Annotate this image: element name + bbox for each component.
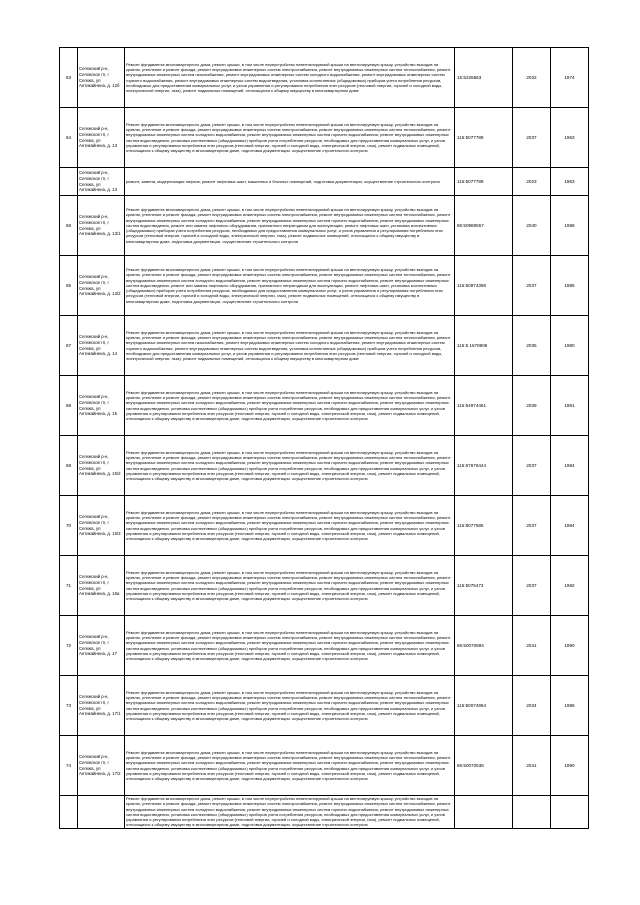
row-number: 73 (60, 676, 78, 736)
build-year: 1986 (551, 676, 589, 736)
address-line: Сегежа, ул (79, 77, 101, 83)
work-description: Ремонт фундамента многоквартирного дома, ремонт крыши, в том числе переустройство невентилируемой крыши на вентилируемую крышу, устройство выходов на кровлю, утепление и ремонт фасада, ремонт внутридомовых инженерных систем электроснабжения, ремонт внутридомовых инженерных систем теплоснабжения, ремонт внутридомовых инженерных систем холодного водоснабжения, ремонт внутридомовых инженерных систем горячего водоснабжения, ремонт внутридомовых инженерных систем водоотведения, ремонт или замена лифтового оборудования, признанного непригодным для эксплуатации, ремонт лифтовых шахт, установка коллективных (общедомовых) приборов учета потребления ресурсов, необходимых для предоставления коммунальных услуг, и узлов управления и регулирования потребления этих ресурсов (тепловой энергии, горячей и холодной воды, электрической энергии, газа), ремонт подвальных помещений, относящихся к общему имуществу в многоквартирном доме, подготовка документации, осуществление строительного контроля (125, 256, 455, 316)
work-description: Ремонт фундамента многоквартирного дома, ремонт крыши, в том числе переустройство невентилируемой крыши на вентилируемую крышу, устройство выходов на кровлю, утепление и ремонт фасада, ремонт внутридомовых инженерных систем электроснабжения, ремонт внутридомовых инженерных систем теплоснабжения, ремонт внутридомовых инженерных систем холодного водоснабжения, ремонт внутридомовых инженерных систем горячего водоснабжения, ремонт внутридомовых инженерных систем водоотведения, установка коллективных (общедомовых) приборов учета потребления ресурсов, необходимых для предоставления коммунальных услуг, и узлов управления и регулирования потребления этих ресурсов (тепловой энергии, горячей и холодной воды, электрической энергии, газа), ремонт подвальных помещений, относящихся к общему имуществу в многоквартирном доме, подготовка документации, осуществление строительного контроля (125, 376, 455, 436)
table-row (60, 616, 589, 676)
address-line: Сегежский р-н, (79, 574, 109, 580)
address-line: Сегежский р-н, (79, 394, 109, 400)
address-line: Сегежа, ул (79, 285, 101, 291)
address-line: Сегежский р-н, (79, 126, 109, 132)
planned-year: 2037 (513, 496, 551, 556)
address-cell (78, 796, 125, 829)
address-line: Антикайнена, д. 15 (79, 411, 117, 417)
address-line: Сегежа, ул (79, 405, 101, 411)
address-line: Сегежский р-н, (79, 66, 109, 72)
planned-year: 2040 (513, 196, 551, 256)
cadastral-code: 115:8077595 (455, 496, 513, 556)
address-cell (78, 196, 125, 256)
address-line: Сегежское гп, г (79, 579, 110, 585)
address-line: Антикайнена, д. 12б (79, 83, 120, 89)
table-row (60, 48, 589, 108)
work-description: Ремонт фундамента многоквартирного дома, ремонт крыши, в том числе переустройство невентилируемой крыши на вентилируемую крышу, устройство выходов на кровлю, утепление и ремонт фасада, ремонт внутридомовых инженерных систем электроснабжения, ремонт внутридомовых инженерных систем теплоснабжения, ремонт внутридомовых инженерных систем холодного водоснабжения, ремонт внутридомовых инженерных систем горячего водоснабжения, ремонт внутридомовых инженерных систем водоотведения, ремонт или замена лифтового оборудования, признанного непригодным для эксплуатации, ремонт лифтовых шахт, установка коллективных (общедомовых) приборов учета потребления ресурсов, необходимых для предоставления коммунальных услуг, и узлов управления и регулирования потребления этих ресурсов (тепловой энергии, горячей и холодной воды, электрической энергии, газа), ремонт подвальных помещений, относящихся к общему имуществу в многоквартирном доме, подготовка документации, осуществление строительного контроля (125, 196, 455, 256)
planned-year (513, 796, 551, 829)
work-description: Ремонт фундамента многоквартирного дома, ремонт крыши, в том числе переустройство невентилируемой крыши на вентилируемую крышу, устройство выходов на кровлю, утепление и ремонт фасада, ремонт внутридомовых инженерных систем электроснабжения, ремонт внутридомовых инженерных систем теплоснабжения, ремонт внутридомовых инженерных систем газоснабжения, ремонт внутридомовых инженерных систем холодного водоснабжения, ремонт внутридомовых инженерных систем горячего водоснабжения, ремонт внутридомовых инженерных систем водоотведения, установка коллективных (общедомовых) приборов учета потребления ресурсов, необходимых для предоставления коммунальных услуг, и узлов управления и регулирования потребления этих ресурсов (тепловой энергии, горячей и холодной воды, электрической энергии, газа), ремонт подвальных помещений, относящихся к общему имуществу в многоквартирном доме (125, 316, 455, 376)
cadastral-code: 86:50070894 (455, 616, 513, 676)
address-line: Сегежа, ул (79, 465, 101, 471)
row-number: 63 (60, 48, 78, 108)
address-cell (78, 496, 125, 556)
address-line: Антикайнена, д. 13 (79, 187, 117, 193)
work-description: Ремонт фундамента многоквартирного дома, ремонт крыши, в том числе переустройство невентилируемой крыши на вентилируемую крышу, устройство выходов на кровлю, утепление и ремонт фасада, ремонт внутридомовых инженерных систем электроснабжения, ремонт внутридомовых инженерных систем теплоснабжения, ремонт внутридомовых инженерных систем холодного водоснабжения, ремонт внутридомовых инженерных систем горячего водоснабжения, ремонт внутридомовых инженерных систем водоотведения, установка коллективных (общедомовых) приборов учета потребления ресурсов, необходимых для предоставления коммунальных услуг, и узлов управления и регулирования потребления этих ресурсов (тепловой энергии, горячей и холодной воды, электрической энергии, газа), ремонт подвальных помещений, относящихся к общему имуществу в многоквартирном доме, подготовка документации, осуществление строительного контроля (125, 736, 455, 796)
capital-repair-table (59, 47, 589, 829)
planned-year: 2023 (513, 168, 551, 196)
cadastral-code: 115:50974396 (455, 256, 513, 316)
build-year: 1985 (551, 256, 589, 316)
address-cell (78, 376, 125, 436)
address-line: Сегежа, ул (79, 137, 101, 143)
address-cell (78, 48, 125, 108)
table-row (60, 316, 589, 376)
address-line: Сегежский р-н, (79, 454, 109, 460)
address-cell (78, 108, 125, 168)
table-row (60, 736, 589, 796)
table-row (60, 556, 589, 616)
address-line: Антикайнена, д. 13/2 (79, 291, 121, 297)
planned-year: 2037 (513, 556, 551, 616)
build-year: 1988 (551, 196, 589, 256)
address-line: Сегежа, ул (79, 645, 101, 651)
row-number: 66 (60, 196, 78, 256)
build-year: 1984 (551, 496, 589, 556)
build-year: 1990 (551, 616, 589, 676)
address-line: Антикайнена, д. 13 (79, 143, 117, 149)
table-row (60, 256, 589, 316)
row-number: 69 (60, 436, 78, 496)
cadastral-code: 86:50070536 (455, 736, 513, 796)
address-line: Сегежское гп, г (79, 131, 110, 137)
row-number: 67 (60, 316, 78, 376)
cadastral-code: 115:50074994 (455, 676, 513, 736)
planned-year: 2034 (513, 676, 551, 736)
build-year: 1974 (551, 48, 589, 108)
address-cell (78, 316, 125, 376)
build-year: 1980 (551, 316, 589, 376)
address-line: Сегежский р-н, (79, 170, 109, 176)
table-row (60, 796, 589, 829)
table-body (60, 48, 589, 829)
cadastral-code: 15:5226863 (455, 48, 513, 108)
address-line: Антикайнена, д. 17/1 (79, 711, 121, 717)
row-number: 65 (60, 256, 78, 316)
planned-year: 2032 (513, 48, 551, 108)
address-line: Сегежа, ул (79, 585, 101, 591)
cadastral-code: 86:50989557 (455, 196, 513, 256)
address-line: Сегежский р-н, (79, 274, 109, 280)
table-row (60, 376, 589, 436)
address-line: Сегежское гп, г (79, 175, 110, 181)
build-year: 1963 (551, 108, 589, 168)
address-line: Сегежа, ул (79, 765, 101, 771)
address-line: Сегежское гп, г (79, 71, 110, 77)
address-line: Антикайнена, д. 15а (79, 591, 120, 597)
planned-year: 2041 (513, 616, 551, 676)
document-page (59, 47, 577, 829)
address-line: Сегежа, ул (79, 181, 101, 187)
row-number: 70 (60, 496, 78, 556)
planned-year: 2041 (513, 736, 551, 796)
address-line: Сегежское гп, г (79, 219, 110, 225)
table-row (60, 108, 589, 168)
address-line: Сегежское гп, г (79, 399, 110, 405)
address-line: Антикайнена, д. 13/1 (79, 231, 121, 237)
address-cell (78, 676, 125, 736)
planned-year: 2037 (513, 436, 551, 496)
address-line: Сегежа, ул (79, 705, 101, 711)
work-description: ремонт, замена, модернизация лифтов, ремонт лифтовых шахт, машинных и блочных помещений, подготовка документации, осуществление строительного контроля (125, 168, 455, 196)
build-year: 1990 (551, 736, 589, 796)
work-description: Ремонт фундамента многоквартирного дома, ремонт крыши, в том числе переустройство невентилируемой крыши на вентилируемую крышу, устройство выходов на кровлю, утепление и ремонт фасада, ремонт внутридомовых инженерных систем электроснабжения, ремонт внутридомовых инженерных систем теплоснабжения, ремонт внутридомовых инженерных систем холодного водоснабжения, ремонт внутридомовых инженерных систем горячего водоснабжения, ремонт внутридомовых инженерных систем водоотведения, установка коллективных (общедомовых) приборов учета потребления ресурсов, необходимых для предоставления коммунальных услуг, и узлов управления и регулирования потребления этих ресурсов (тепловой энергии, горячей и холодной воды, электрической энергии, газа), ремонт подвальных помещений, относящихся к общему имуществу в многоквартирном доме, подготовка документации, осуществление строительного контроля (125, 496, 455, 556)
address-line: Сегежа, ул (79, 345, 101, 351)
address-line: Сегежское гп, г (79, 279, 110, 285)
work-description: Ремонт фундамента многоквартирного дома, ремонт крыши, в том числе переустройство невентилируемой крыши на вентилируемую крышу, устройство выходов на кровлю, утепление и ремонт фасада, ремонт внутридомовых инженерных систем электроснабжения, ремонт внутридомовых инженерных систем теплоснабжения, ремонт внутридомовых инженерных систем холодного водоснабжения, ремонт внутридомовых инженерных систем горячего водоснабжения, ремонт внутридомовых инженерных систем водоотведения, установка коллективных (общедомовых) приборов учета потребления ресурсов, необходимых для предоставления коммунальных услуг, и узлов управления и регулирования потребления этих ресурсов (тепловой энергии, горячей и холодной воды, электрической энергии, газа), ремонт подвальных помещений, относящихся к общему имуществу в многоквартирном доме, подготовка документации, осуществление строительного контроля (125, 556, 455, 616)
address-line: Антикайнена, д. 14 (79, 351, 117, 357)
work-description: Ремонт фундамента многоквартирного дома, ремонт крыши, в том числе переустройство невентилируемой крыши на вентилируемую крышу, устройство выходов на кровлю, утепление и ремонт фасада, ремонт внутридомовых инженерных систем электроснабжения, ремонт внутридомовых инженерных систем теплоснабжения, ремонт внутридомовых инженерных систем холодного водоснабжения, ремонт внутридомовых инженерных систем горячего водоснабжения, ремонт внутридомовых инженерных систем водоотведения, установка коллективных (общедомовых) приборов учета потребления ресурсов, необходимых для предоставления коммунальных услуг, и узлов управления и регулирования потребления этих ресурсов (тепловой энергии, горячей и холодной воды, электрической энергии, газа), ремонт подвальных помещений, относящихся к общему имуществу в многоквартирном доме, подготовка документации, осуществление строительного контроля (125, 796, 455, 829)
cadastral-code: 115:5077789 (455, 168, 513, 196)
address-line: Сегежский р-н, (79, 694, 109, 700)
address-line: Сегежское гп, г (79, 759, 110, 765)
address-line: Сегежа, ул (79, 525, 101, 531)
row-number: 72 (60, 616, 78, 676)
work-description: Ремонт фундамента многоквартирного дома, ремонт крыши, в том числе переустройство невентилируемой крыши на вентилируемую крышу, устройство выходов на кровлю, утепление и ремонт фасада, ремонт внутридомовых инженерных систем электроснабжения, ремонт внутридомовых инженерных систем теплоснабжения, ремонт внутридомовых инженерных систем холодного водоснабжения, ремонт внутридомовых инженерных систем горячего водоснабжения, ремонт внутридомовых инженерных систем водоотведения, установка коллективных (общедомовых) приборов учета потребления ресурсов, необходимых для предоставления коммунальных услуг, и узлов управления и регулирования потребления этих ресурсов (тепловой энергии, горячей и холодной воды, электрической энергии, газа), ремонт подвальных помещений, относящихся к общему имуществу в многоквартирном доме, подготовка документации, осуществление строительного контроля (125, 436, 455, 496)
row-number: 71 (60, 556, 78, 616)
address-line: Сегежа, ул (79, 225, 101, 231)
build-year: 1963 (551, 168, 589, 196)
planned-year: 2037 (513, 256, 551, 316)
table-row (60, 196, 589, 256)
address-cell (78, 556, 125, 616)
cadastral-code: 115:5077789 (455, 108, 513, 168)
row-number: 68 (60, 376, 78, 436)
build-year: 1981 (551, 376, 589, 436)
planned-year: 2037 (513, 108, 551, 168)
planned-year: 2035 (513, 316, 551, 376)
table-row (60, 676, 589, 736)
address-line: Антикайнена, д. 15/3 (79, 531, 121, 537)
work-description: Ремонт фундамента многоквартирного дома, ремонт крыши, в том числе переустройство невентилируемой крыши на вентилируемую крышу, устройство выходов на кровлю, утепление и ремонт фасада, ремонт внутридомовых инженерных систем электроснабжения, ремонт внутридомовых инженерных систем теплоснабжения, ремонт внутридомовых инженерных систем холодного водоснабжения, ремонт внутридомовых инженерных систем горячего водоснабжения, ремонт внутридомовых инженерных систем водоотведения, установка коллективных (общедомовых) приборов учета потребления ресурсов, необходимых для предоставления коммунальных услуг, и узлов управления и регулирования потребления этих ресурсов (тепловой энергии, горячей и холодной воды, электрической энергии, газа), ремонт подвальных помещений, относящихся к общему имуществу в многоквартирном доме, подготовка документации, осуществление строительного контроля (125, 616, 455, 676)
work-description: Ремонт фундамента многоквартирного дома, ремонт крыши, в том числе переустройство невентилируемой крыши на вентилируемую крышу, устройство выходов на кровлю, утепление и ремонт фасада, ремонт внутридомовых инженерных систем электроснабжения, ремонт внутридомовых инженерных систем теплоснабжения, ремонт внутридомовых инженерных систем холодного водоснабжения, ремонт внутридомовых инженерных систем горячего водоснабжения, ремонт внутридомовых инженерных систем водоотведения, установка коллективных (общедомовых) приборов учета потребления ресурсов, необходимых для предоставления коммунальных услуг, и узлов управления и регулирования потребления этих ресурсов (тепловой энергии, горячей и холодной воды, электрической энергии, газа), ремонт подвальных помещений, относящихся к общему имуществу в многоквартирном доме, подготовка документации, осуществление строительного контроля (125, 676, 455, 736)
cadastral-code: 115:5075473 (455, 556, 513, 616)
build-year: 1982 (551, 556, 589, 616)
cadastral-code: 115:67676444 (455, 436, 513, 496)
address-cell (78, 436, 125, 496)
address-line: Сегежский р-н, (79, 334, 109, 340)
address-line: Сегежское гп, г (79, 459, 110, 465)
table-row (60, 168, 589, 196)
address-line: Сегежский р-н, (79, 514, 109, 520)
table-row (60, 436, 589, 496)
build-year: 1984 (551, 436, 589, 496)
row-number (60, 796, 78, 829)
row-number: 74 (60, 736, 78, 796)
address-line: Сегежское гп, г (79, 339, 110, 345)
cadastral-code: 115:54974461 (455, 376, 513, 436)
row-number (60, 168, 78, 196)
address-line: Сегежское гп, г (79, 699, 110, 705)
address-line: Сегежское гп, г (79, 519, 110, 525)
address-line: Сегежский р-н, (79, 214, 109, 220)
cadastral-code (455, 796, 513, 829)
address-cell (78, 736, 125, 796)
address-line: Антикайнена, д. 15/2 (79, 471, 121, 477)
planned-year: 2039 (513, 376, 551, 436)
row-number: 64 (60, 108, 78, 168)
cadastral-code: 115:5 1678906 (455, 316, 513, 376)
address-line: Антикайнена, д. 17/2 (79, 771, 121, 777)
address-line: Сегежское гп, г (79, 639, 110, 645)
address-line: Сегежский р-н, (79, 634, 109, 640)
work-description: Ремонт фундамента многоквартирного дома, ремонт крыши, в том числе переустройство невентилируемой крыши на вентилируемую крышу, устройство выходов на кровлю, утепление и ремонт фасада, ремонт внутридомовых инженерных систем электроснабжения, ремонт внутридомовых инженерных систем теплоснабжения, ремонт внутридомовых инженерных систем газоснабжения, ремонт внутридомовых инженерных систем холодного водоснабжения, ремонт внутридомовых инженерных систем горячего водоснабжения, ремонт внутридомовых инженерных систем водоотведения, установка коллективных (общедомовых) приборов учета потребления ресурсов, необходимых для предоставления коммунальных услуг, и узлов управления и регулирования потребления этих ресурсов (тепловой энергии, горячей и холодной воды, электрической энергии, газа), ремонт подвальных помещений, относящихся к общему имуществу в многоквартирном доме (125, 48, 455, 108)
address-cell (78, 616, 125, 676)
address-cell (78, 168, 125, 196)
build-year (551, 796, 589, 829)
address-line: Антикайнена, д. 17 (79, 651, 117, 657)
work-description: Ремонт фундамента многоквартирного дома, ремонт крыши, в том числе переустройство невентилируемой крыши на вентилируемую крышу, устройство выходов на кровлю, утепление и ремонт фасада, ремонт внутридомовых инженерных систем электроснабжения, ремонт внутридомовых инженерных систем теплоснабжения, ремонт внутридомовых инженерных систем холодного водоснабжения, ремонт внутридомовых инженерных систем горячего водоснабжения, ремонт внутридомовых инженерных систем водоотведения, установка коллективных (общедомовых) приборов учета потребления ресурсов, необходимых для предоставления коммунальных услуг, и узлов управления и регулирования потребления этих ресурсов (тепловой энергии, горячей и холодной воды, электрической энергии, газа), ремонт подвальных помещений, относящихся к общему имуществу в многоквартирном доме, подготовка документации, осуществление строительного контроля (125, 108, 455, 168)
address-line: Сегежский р-н, (79, 754, 109, 760)
address-cell (78, 256, 125, 316)
table-row (60, 496, 589, 556)
